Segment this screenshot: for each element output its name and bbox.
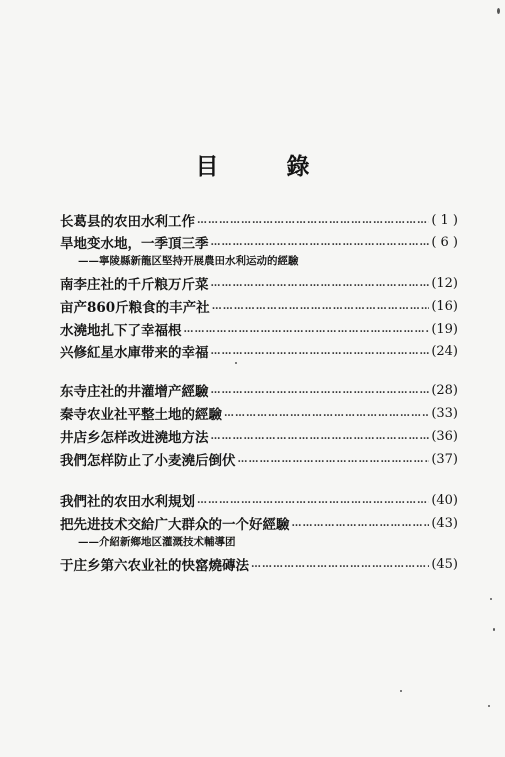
- toc-entry[interactable]: [60, 210, 458, 230]
- dot-leader: [197, 215, 429, 226]
- dot-leader: [211, 237, 430, 248]
- toc-entry[interactable]: [60, 380, 458, 400]
- dot-leader: [251, 559, 429, 570]
- toc-entry[interactable]: [60, 319, 458, 339]
- toc-entry-title: 长葛县的农田水利工作: [60, 214, 195, 230]
- toc-entry-page: (43): [431, 515, 458, 531]
- scan-speck: [235, 362, 237, 364]
- toc-entry-page: (19): [431, 321, 458, 337]
- toc-entry[interactable]: [60, 296, 458, 316]
- toc-entry-title: 水澆地扎下了幸福根: [60, 323, 182, 339]
- toc-entry-title: 我們社的农田水利規划: [60, 494, 195, 510]
- dot-leader: [197, 495, 429, 506]
- toc-entry-page: (45): [431, 556, 458, 572]
- toc-entry-title: 于庄乡第六农业社的快窰燒磚法: [60, 558, 249, 574]
- toc-entry-page: (28): [431, 382, 458, 398]
- scan-speck: [400, 690, 402, 692]
- toc-entry-title: 旱地变水地，一季頂三季: [60, 236, 209, 252]
- toc-entry-page: ( 1 ): [431, 212, 458, 228]
- dot-leader: [211, 346, 430, 357]
- toc-entry-title: 南李庄社的千斤粮万斤菜: [60, 277, 209, 293]
- toc-entry-title: 秦寺农业社平整土地的經驗: [60, 407, 222, 423]
- toc-entry-page: (36): [431, 428, 458, 444]
- scan-speck: [488, 705, 490, 707]
- toc-entry[interactable]: [60, 490, 458, 510]
- toc-entry[interactable]: [60, 232, 458, 252]
- dot-leader: [238, 454, 430, 465]
- toc-entry-subtitle: ——寧陵縣新龍区堅持开展農田水利运动的經驗: [78, 254, 299, 267]
- toc-entry-title: 我們怎样防止了小麦澆后倒伏: [60, 453, 236, 469]
- toc-entry[interactable]: [60, 403, 458, 423]
- toc-entry-page: (33): [431, 405, 458, 421]
- scan-speck: [497, 8, 500, 14]
- toc-entry-page: (40): [431, 492, 458, 508]
- toc-entry-page: (12): [431, 275, 458, 291]
- dot-leader: [211, 431, 430, 442]
- toc-entry[interactable]: [60, 513, 458, 533]
- dot-leader: [184, 324, 430, 335]
- dot-leader: [292, 518, 430, 529]
- toc-entry-page: (37): [431, 451, 458, 467]
- toc-entry-title: 井店乡怎样改进澆地方法: [60, 430, 209, 446]
- toc-entry[interactable]: [60, 341, 458, 361]
- page-title: 目 錄: [195, 153, 340, 180]
- toc-entry[interactable]: [60, 449, 458, 469]
- toc-entry-title: 兴修紅星水庫带来的幸福: [60, 345, 209, 361]
- toc-entry[interactable]: [60, 273, 458, 293]
- toc-entry-title: 东寺庄社的井灌增产經驗: [60, 384, 209, 400]
- dot-leader: [211, 278, 430, 289]
- toc-entry-title: 把先进技术交給广大群众的一个好經驗: [60, 517, 290, 533]
- dot-leader: [211, 385, 430, 396]
- toc-entry-page: (16): [431, 298, 458, 314]
- scan-speck: [490, 598, 492, 600]
- toc-entry-subtitle: ——介紹新鄉地区灌溉技术輔導团: [78, 535, 236, 548]
- dot-leader: [212, 301, 430, 312]
- toc-entry-title: 亩产860斤粮食的丰产社: [60, 300, 210, 316]
- dot-leader: [224, 408, 429, 419]
- toc-entry[interactable]: [60, 554, 458, 574]
- toc-entry-page: (24): [431, 343, 458, 359]
- toc-entry[interactable]: [60, 426, 458, 446]
- toc-entry-page: ( 6 ): [431, 234, 458, 250]
- scan-speck: [493, 628, 495, 631]
